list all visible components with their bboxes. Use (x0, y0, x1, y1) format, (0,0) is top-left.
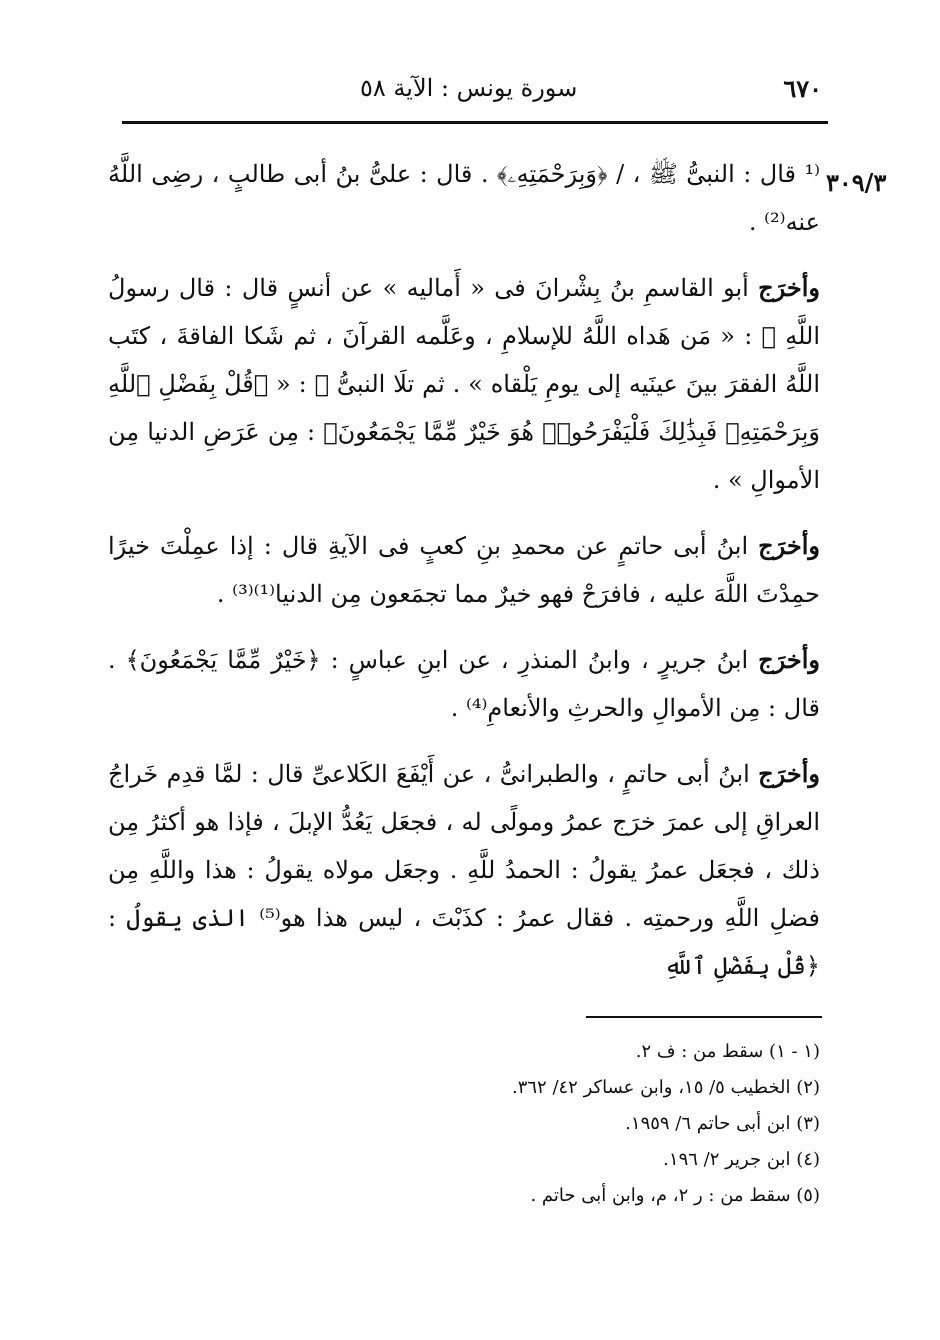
running-title: سورة يونس : الآية ٥٨ (360, 74, 578, 102)
paragraph-text: أبو القاسمِ بنُ بِشْرانَ فى « أَماليه » عن أنسٍ قال : قال رسولُ اللَّهِ ﷺ : « مَن هَداه اللَّهُ للإسلامِ ، وعَلَّمه القرآنَ ، ثم شَكا الفاقةَ ، كتَب اللَّهُ الفقرَ بينَ عينَيه إلى يومِ يَلْقاه » . ثم تلَا النبىُّ ﷺ : « ﴿قُلْ بِفَضْلِ ٱللَّهِ وَبِرَحْمَتِهِۦ فَبِذَٰلِكَ فَلْيَفْرَحُوا۟ هُوَ خَيْرٌ مِّمَّا يَجْمَعُونَ﴾ : مِن عَرَضِ الدنيا مِن الأموالِ » . (108, 274, 820, 494)
footnote-4: (٤) ابن جرير ٢/ ١٩٦. (663, 1149, 820, 1170)
page-number: ٦٧٠ (783, 74, 822, 103)
paragraph-text: ⁽¹ قال : النبىُّ ﷺ ، / ﴿وَبِرَحْمَتِهِۦ﴾ . قال : علىُّ بنُ أبى طالبٍ ، رضِى اللَّهُ عنه⁽²⁾ . (108, 160, 820, 236)
footnotes (260, 1034, 820, 1214)
paragraph-lead: وأخرَج (758, 273, 820, 302)
paragraph-text: ابنُ أبى حاتمٍ عن محمدِ بنِ كعبٍ فى الآيةِ قال : إذا عمِلْتَ خيرًا حمِدْتَ اللَّهَ عليه ، فافرَحْ فهو خيرٌ مما تجمَعون مِن الدنيا⁽¹⁾⁽³⁾ . (108, 532, 820, 608)
body-text (108, 150, 820, 1008)
paragraph-lead: وأخرَج (758, 759, 820, 788)
header-rule (122, 121, 828, 124)
paragraph-3 (108, 522, 820, 618)
footnote-5: (٥) سقط من : ر ٢، م، وابن أبى حاتم . (530, 1185, 820, 1206)
paragraph-text: ابنُ جريرٍ ، وابنُ المنذرِ ، عن ابنِ عباسٍ : ﴿خَيْرٌ مِّمَّا يَجْمَعُونَ﴾ . قال : مِن الأموالِ والحرثِ والأنعامِ⁽⁴⁾ . (108, 646, 820, 722)
paragraph-1 (108, 150, 820, 246)
footnote-3: (٣) ابن أبى حاتم ٦/ ١٩٥٩. (625, 1113, 820, 1134)
paragraph-lead: وأخرَج (758, 645, 820, 674)
paragraph-5 (108, 750, 820, 990)
paragraph-2 (108, 264, 820, 504)
footnote-rule (586, 1016, 822, 1018)
footnote-2: (٢) الخطيب ٥/ ١٥، وابن عساكر ٤٢/ ٣٦٢. (511, 1077, 820, 1098)
margin-reference: ٣٠٩/٣ (826, 168, 887, 197)
paragraph-4 (108, 636, 820, 732)
paragraph-lead: وأخرَج (758, 531, 820, 560)
paragraph-text: ابنُ أبى حاتمٍ ، والطبرانىُّ ، عن أَيْفَعَ الكَلاعىِّ قال : لمَّا قدِم خَراجُ العراقِ إلى عمرَ خرَج عمرُ ومولًى له ، فجعَل يَعُدُّ الإبلَ ، فإذا هو أكثرُ مِن ذلك ، فجعَل عمرُ يقولُ : الحمدُ للَّهِ . وجعَل مولاه يقولُ : هذا واللَّهِ مِن فضلِ اللَّهِ ورحمتِه . فقال عمرُ : كذَبْتَ ، ليس هذا هو⁽⁵⁾ الذى يقولُ : ﴿قُلْ بِفَضْلِ ٱللَّهِ (108, 760, 820, 980)
footnote-1: (١ - ١) سقط من : ف ٢. (635, 1041, 820, 1062)
